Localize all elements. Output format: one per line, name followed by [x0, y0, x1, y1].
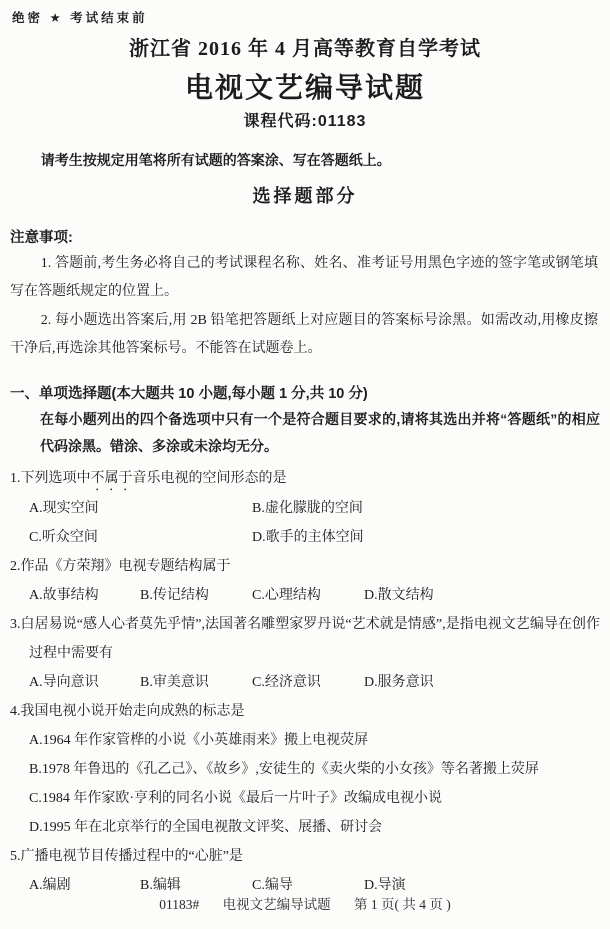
question-2-options: [10, 581, 600, 610]
question-2-option-c: C.心理结构: [252, 588, 321, 603]
note-item-2: 2. 每小题选出答案后,用 2B 铅笔把答题纸上对应题目的答案标号涂黑。如需改动,用橡皮擦干净后,再选涂其他答案标号。不能答在试题卷上。: [10, 313, 598, 356]
question-4-stem: 4.我国电视小说开始走向成熟的标志是: [10, 704, 245, 719]
question-3-option-d: D.服务意识: [364, 675, 434, 690]
question-1-option-c: C.听众空间: [29, 530, 98, 545]
question-1-stem: [10, 464, 600, 494]
course-code: 课程代码:01183: [243, 113, 367, 130]
question-5: [10, 842, 600, 900]
section-title: 选择题部分: [252, 186, 358, 206]
question-1-option-a: A.现实空间: [29, 501, 99, 516]
question-list: [10, 464, 600, 900]
question-5-option-a: A.编剧: [29, 878, 71, 893]
security-classification: 绝密 ★ 考试结束前: [12, 11, 148, 25]
question-5-option-b: B.编辑: [140, 878, 181, 893]
question-1-option-b: B.虚化朦胧的空间: [252, 501, 363, 516]
question-4-option-b: B.1978 年鲁迅的《孔乙己》、《故乡》,安徒生的《卖火柴的小女孩》等名著搬上荧屏: [29, 762, 539, 777]
question-4-option-a: A.1964 年作家管桦的小说《小英雄雨来》搬上电视荧屏: [29, 733, 369, 748]
question-5-option-c: C.编导: [252, 878, 293, 893]
question-2: [10, 552, 600, 610]
question-2-option-a: A.故事结构: [29, 588, 99, 603]
question-4-option-d: D.1995 年在北京举行的全国电视散文评奖、展播、研讨会: [29, 820, 383, 835]
exam-session-title: 浙江省 2016 年 4 月高等教育自学考试: [129, 38, 481, 60]
question-3-option-c: C.经济意识: [252, 675, 321, 690]
question-3-options: [10, 668, 600, 697]
question-2-stem: 2.作品《方荣翔》电视专题结构属于: [10, 559, 231, 574]
notes-heading: 注意事项:: [10, 230, 73, 246]
question-3-option-a: A.导向意识: [29, 675, 99, 690]
question-1-options-row-1: [10, 494, 600, 523]
question-3: [10, 610, 600, 697]
question-5-stem: 5.广播电视节目传播过程中的“心脏”是: [10, 849, 243, 864]
question-4-option-c: C.1984 年作家欧·亨利的同名小说《最后一片叶子》改编成电视小说: [29, 791, 442, 806]
part-one-instructions: 在每小题列出的四个备选项中只有一个是符合题目要求的,请将其选出并将“答题纸”的相应代码涂黑。错涂、多涂或未涂均无分。: [40, 411, 600, 454]
question-1-stem-emphasis: 不属于: [90, 471, 133, 486]
question-2-option-b: B.传记结构: [140, 588, 209, 603]
question-1-stem-pre: 1.下列选项中: [10, 471, 91, 486]
page-footer: [0, 893, 610, 913]
question-1-options-row-2: [10, 523, 600, 552]
paper-title: 电视文艺编导试题: [184, 72, 425, 103]
footer-page-number: 第 1 页( 共 4 页 ): [354, 897, 451, 912]
question-4: [10, 697, 600, 842]
question-1-stem-post: 音乐电视的空间形态的是: [132, 471, 287, 486]
answer-instruction: 请考生按规定用笔将所有试题的答案涂、写在答题纸上。: [40, 152, 391, 168]
footer-course-code: 01183#: [159, 897, 200, 912]
part-one-heading: 一、单项选择题(本大题共 10 小题,每小题 1 分,共 10 分): [10, 386, 368, 402]
question-3-option-b: B.审美意识: [140, 675, 209, 690]
question-2-option-d: D.散文结构: [364, 588, 434, 603]
question-1-option-d: D.歌手的主体空间: [252, 530, 364, 545]
question-3-stem: 3.白居易说“感人心者莫先乎情”,法国著名雕塑家罗丹说“艺术就是情感”,是指电视文艺编导在创作过程中需要有: [10, 617, 600, 661]
question-1: [10, 464, 600, 552]
question-5-option-d: D.导演: [364, 878, 406, 893]
note-item-1: 1. 答题前,考生务必将自己的考试课程名称、姓名、准考证号用黑色字迹的签字笔或钢笔填写在答题纸规定的位置上。: [10, 256, 598, 299]
footer-paper-title: 电视文艺编导试题: [222, 897, 331, 912]
